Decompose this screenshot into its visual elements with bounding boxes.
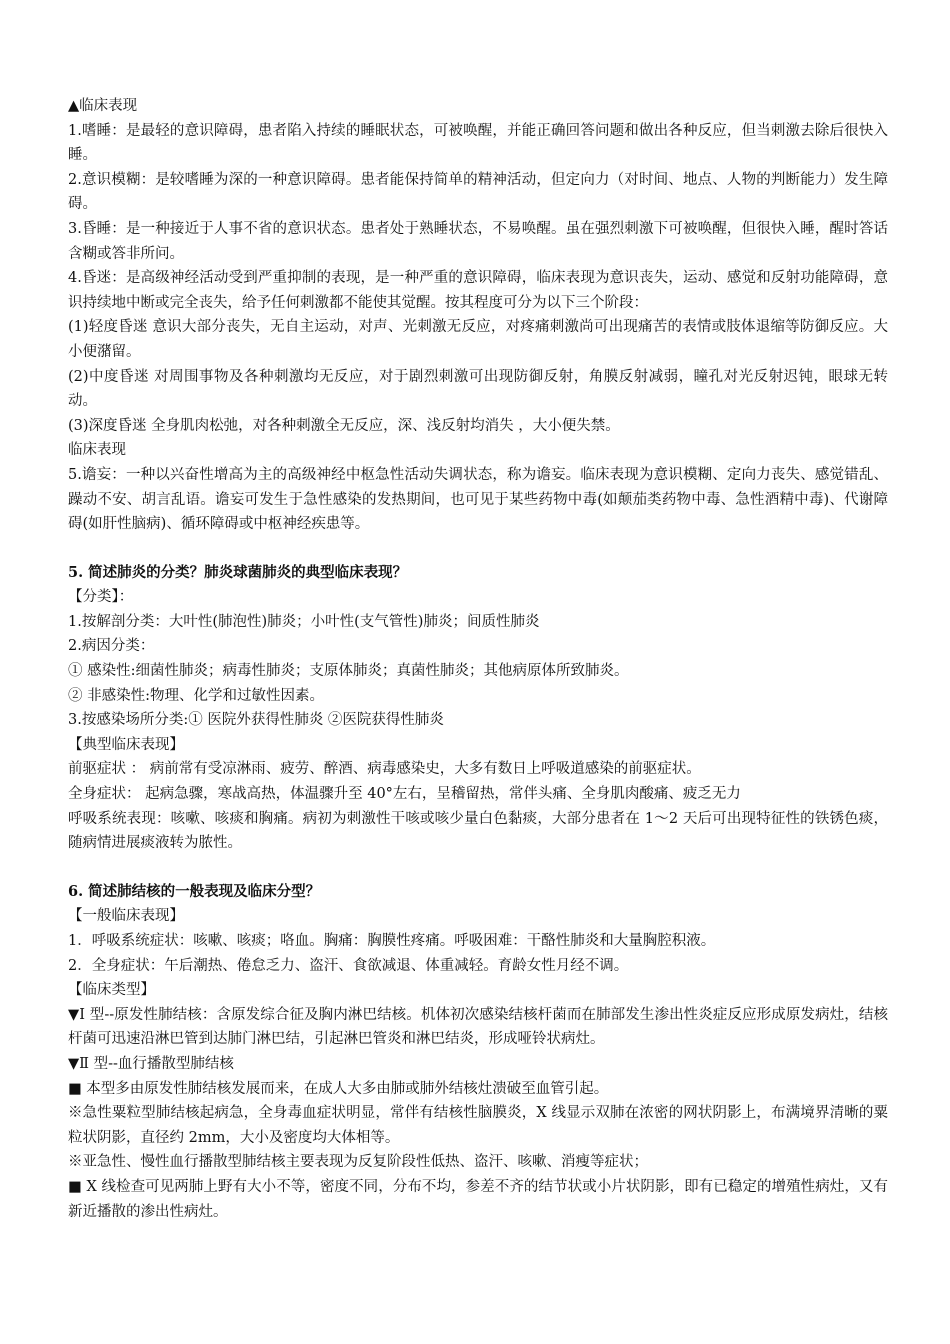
- paragraph: (2)中度昏迷 对周围事物及各种刺激均无反应，对于剧烈刺激可出现防御反射，角膜反射减弱，瞳孔对光反射迟钝，眼球无转动。: [68, 368, 888, 410]
- paragraph: ■ X 线检查可见两肺上野有大小不等，密度不同，分布不均，参差不齐的结节状或小片状阴影，即有已稳定的增殖性病灶，又有新近播散的渗出性病灶。: [68, 1178, 888, 1220]
- paragraph: 呼吸系统表现：咳嗽、咳痰和胸痛。病初为刺激性干咳或咳少量白色黏痰，大部分患者在 1～2 天后可出现特征性的铁锈色痰，随病情进展痰液转为脓性。: [68, 810, 888, 852]
- paragraph: 【典型临床表现】: [68, 736, 184, 753]
- paragraph: ▼Ⅱ 型--血行播散型肺结核: [68, 1055, 234, 1072]
- paragraph: 前驱症状 ： 病前常有受凉淋雨、疲劳、醉酒、病毒感染史，大多有数日上呼吸道感染的前驱症状。: [68, 761, 701, 778]
- document-page: [68, 94, 888, 1224]
- question-5-heading: 5. 简述肺炎的分类？肺炎球菌肺炎的典型临床表现？: [68, 563, 408, 581]
- paragraph: ① 感染性:细菌性肺炎；病毒性肺炎；支原体肺炎；真菌性肺炎；其他病原体所致肺炎。: [68, 663, 629, 680]
- paragraph: 全身症状： 起病急骤，寒战高热，体温骤升至 40°左右，呈稽留热，常伴头痛、全身肌肉酸痛、疲乏无力: [68, 786, 741, 803]
- paragraph: 【一般临床表现】: [68, 908, 184, 925]
- paragraph: ▼Ⅰ 型--原发性肺结核：含原发综合征及胸内淋巴结核。机体初次感染结核杆菌而在肺部发生渗出性炎症反应形成原发病灶，结核杆菌可迅速沿淋巴管到达肺门淋巴结，引起淋巴管炎和淋巴结炎，形成哑铃状病灶。: [68, 1006, 888, 1048]
- paragraph: ※亚急性、慢性血行播散型肺结核主要表现为反复阶段性低热、盗汗、咳嗽、消瘦等症状；: [68, 1154, 648, 1171]
- paragraph: 【临床类型】: [68, 982, 155, 999]
- paragraph: 3.昏睡：是一种接近于人事不省的意识状态。患者处于熟睡状态，不易唤醒。虽在强烈刺激下可被唤醒，但很快入睡，醒时答话含糊或答非所问。: [68, 220, 888, 262]
- paragraph: 3.按感染场所分类:① 医院外获得性肺炎 ②医院获得性肺炎: [68, 712, 444, 729]
- paragraph: 1.嗜睡：是最轻的意识障碍，患者陷入持续的睡眠状态，可被唤醒，并能正确回答问题和做出各种反应，但当刺激去除后很快入睡。: [68, 122, 888, 164]
- paragraph: 4.昏迷：是高级神经活动受到严重抑制的表现，是一种严重的意识障碍，临床表现为意识丧失，运动、感觉和反射功能障碍，意识持续地中断或完全丧失，给予任何刺激都不能使其觉醒。按其程度可分为以下三个阶段：: [68, 270, 888, 311]
- paragraph: ※急性粟粒型肺结核起病急，全身毒血症状明显，常伴有结核性脑膜炎，X 线显示双肺在浓密的网状阴影上，布满境界清晰的粟粒状阴影，直径约 2mm，大小及密度均大体相等。: [68, 1105, 888, 1146]
- paragraph: ■ 本型多由原发性肺结核发展而来，在成人大多由肺或肺外结核灶溃破至血管引起。: [68, 1080, 609, 1097]
- paragraph: 1.按解剖分类：大叶性(肺泡性)肺炎；小叶性(支气管性)肺炎；间质性肺炎: [68, 613, 540, 630]
- paragraph: 1．呼吸系统症状：咳嗽、咳痰；咯血。胸痛：胸膜性疼痛。呼吸困难：干酪性肺炎和大量胸腔积液。: [68, 933, 716, 949]
- paragraph: 2.意识模糊：是较嗜睡为深的一种意识障碍。患者能保持简单的精神活动，但定向力（对时间、地点、人物的判断能力）发生障碍。: [68, 171, 888, 213]
- paragraph: 【分类】：: [68, 589, 134, 606]
- paragraph: 5.谵妄：一种以兴奋性增高为主的高级神经中枢急性活动失调状态，称为谵妄。临床表现为意识模糊、定向力丧失、感觉错乱、躁动不安、胡言乱语。谵妄可发生于急性感染的发热期间，也可见于某些药物中毒(如颠茄类药物中毒、急性酒精中毒)、代谢障碍(如肝性脑病)、循环障碍或中枢神经疾患等。: [68, 466, 888, 533]
- spacer: [68, 537, 888, 561]
- paragraph: ② 非感染性:物理、化学和过敏性因素。: [68, 687, 324, 704]
- section-title: ▲临床表现: [68, 98, 138, 114]
- paragraph: (3)深度昏迷 全身肌肉松弛，对各种刺激全无反应，深、浅反射均消失 ，大小便失禁。: [68, 417, 620, 434]
- spacer: [68, 856, 888, 880]
- paragraph: 临床表现: [68, 442, 126, 459]
- paragraph: 2．全身症状：午后潮热、倦怠乏力、盗汗、食欲减退、体重减轻。育龄女性月经不调。: [68, 957, 629, 974]
- question-6-heading: 6. 简述肺结核的一般表现及临床分型？: [68, 882, 321, 900]
- paragraph: 2.病因分类：: [68, 638, 155, 655]
- paragraph: (1)轻度昏迷 意识大部分丧失，无自主运动，对声、光刺激无反应，对疼痛刺激尚可出现痛苦的表情或肢体退缩等防御反应。大小便潴留。: [68, 319, 888, 360]
